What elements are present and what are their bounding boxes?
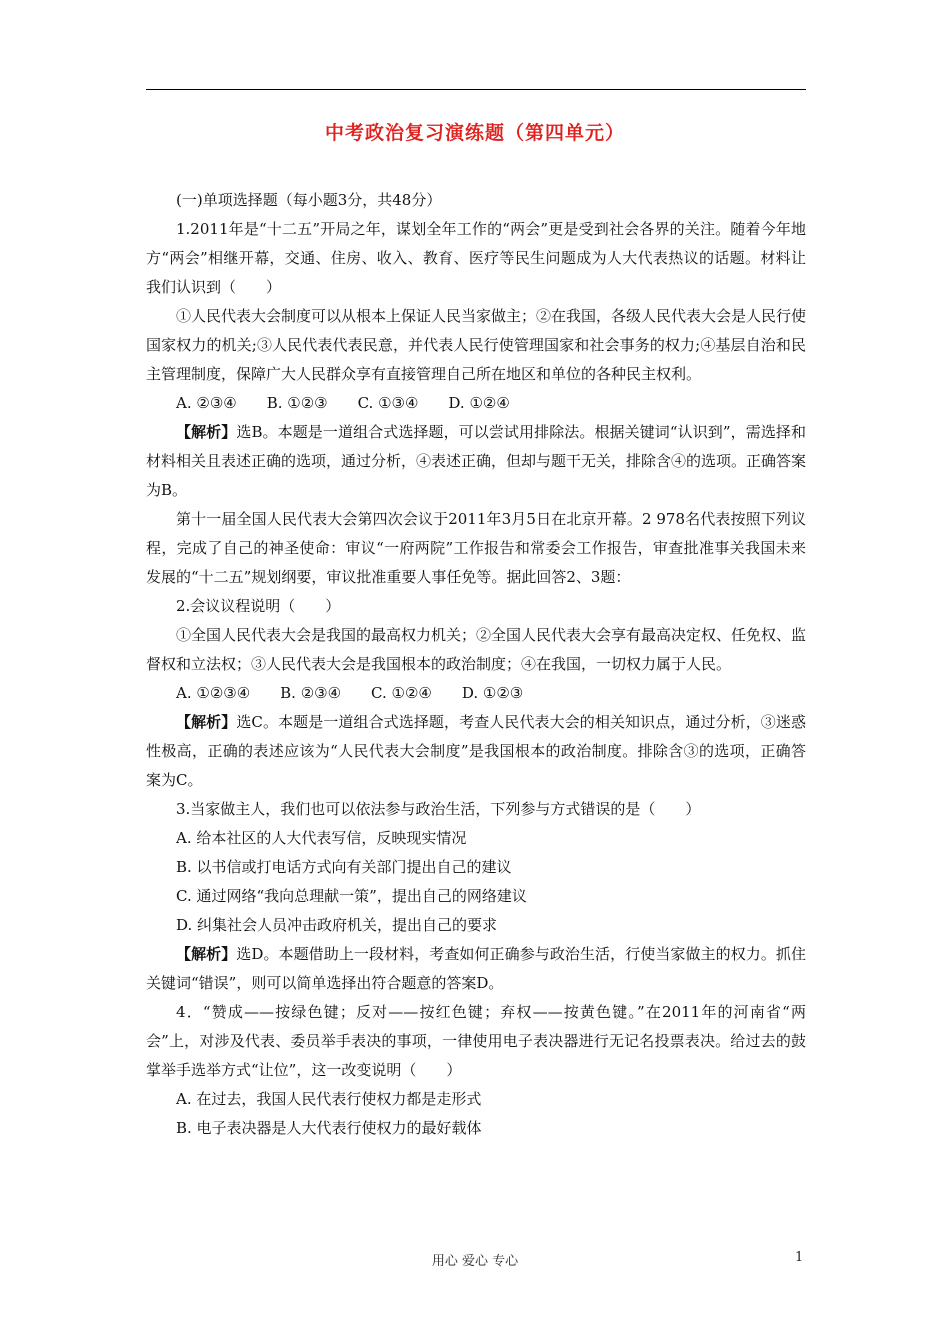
analysis-label: 【解析】 (176, 713, 237, 731)
q3-analysis-text: 选D。本题借助上一段材料，考查如何正确参与政治生活，行使当家做主的权力。抓住关键词“错误”，则可以简单选择出符合题意的答案D。 (146, 945, 806, 992)
analysis-label: 【解析】 (176, 423, 237, 441)
analysis-label: 【解析】 (176, 945, 237, 963)
q3-analysis (146, 940, 806, 998)
material-paragraph: 第十一届全国人民代表大会第四次会议于2011年3月5日在北京开幕。2 978名代表按照下列议程，完成了自己的神圣使命：审议“一府两院”工作报告和常委会工作报告，审查批准事关我国未来发展的“十二五”规划纲要，审议批准重要人事任免等。据此回答2、3题： (146, 510, 806, 586)
q2-options: A. ①②③④ B. ②③④ C. ①②④ D. ①②③ (176, 684, 524, 702)
q2-analysis (146, 708, 806, 795)
q4-stem: 4．“赞成——按绿色键；反对——按红色键；弃权——按黄色键。”在2011年的河南省“两会”上，对涉及代表、委员举手表决的事项，一律使用电子表决器进行无记名投票表决。给过去的鼓掌举手选举方式“让位”，这一改变说明（ ） (146, 1003, 806, 1079)
q4-option-b: B. 电子表决器是人大代表行使权力的最好载体 (176, 1119, 482, 1137)
section-heading: (一)单项选择题（每小题3分，共48分） (176, 191, 442, 209)
q2-stem: 2.会议议程说明（ ） (176, 597, 341, 615)
q2-statements: ①全国人民代表大会是我国的最高权力机关；②全国人民代表大会享有最高决定权、任免权、监督权和立法权；③人民代表大会是我国根本的政治制度；④在我国，一切权力属于人民。 (146, 626, 807, 673)
q1-analysis-text: 选B。本题是一道组合式选择题，可以尝试用排除法。根据关键词“认识到”，需选择和材料相关且表述正确的选项，通过分析，④表述正确，但却与题干无关，排除含④的选项。正确答案为B。 (146, 423, 807, 499)
header-rule (146, 89, 806, 90)
q4-option-a: A. 在过去，我国人民代表行使权力都是走形式 (176, 1090, 482, 1108)
q3-stem: 3.当家做主人，我们也可以依法参与政治生活，下列参与方式错误的是（ ） (176, 800, 701, 818)
q1-stem: 1.2011年是“十二五”开局之年，谋划全年工作的“两会”更是受到社会各界的关注。随着今年地方“两会”相继开幕，交通、住房、收入、教育、医疗等民生问题成为人大代表热议的话题。材料让我们认识到（ ） (146, 220, 806, 296)
q2-analysis-text: 选C。本题是一道组合式选择题，考查人民代表大会的相关知识点，通过分析，③迷惑性极高，正确的表述应该为“人民代表大会制度”是我国根本的政治制度。排除含③的选项，正确答案为C。 (146, 713, 806, 789)
q3-option-a: A. 给本社区的人大代表写信，反映现实情况 (176, 829, 467, 847)
q3-option-b: B. 以书信或打电话方式向有关部门提出自己的建议 (176, 858, 512, 876)
q1-analysis (146, 418, 806, 505)
page-number: 1 (795, 1250, 804, 1265)
q3-option-d: D. 纠集社会人员冲击政府机关，提出自己的要求 (176, 916, 498, 934)
q3-option-c: C. 通过网络“我向总理献一策”，提出自己的网络建议 (176, 887, 527, 905)
document-body (146, 186, 806, 1143)
q1-statements: ①人民代表大会制度可以从根本上保证人民当家做主；②在我国，各级人民代表大会是人民行使国家权力的机关;③人民代表代表民意，并代表人民行使管理国家和社会事务的权力;④基层自治和民主管理制度，保障广大人民群众享有直接管理自己所在地区和单位的各种民主权利。 (146, 307, 807, 383)
page-title: 中考政治复习演练题（第四单元） (324, 122, 625, 144)
q1-options: A. ②③④ B. ①②③ C. ①③④ D. ①②④ (176, 394, 510, 412)
page-footer: 用心 爱心 专心 (431, 1254, 519, 1269)
